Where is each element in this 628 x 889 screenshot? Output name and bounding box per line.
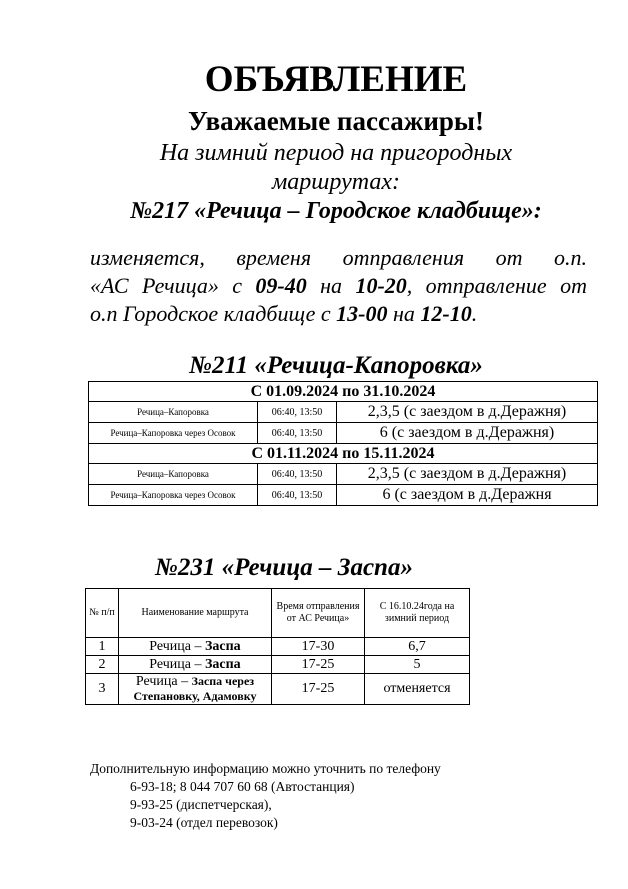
table-row bbox=[89, 402, 598, 423]
header-row bbox=[86, 589, 470, 638]
table-row bbox=[89, 485, 598, 506]
old-return: 13-00 bbox=[336, 301, 388, 326]
days: 6 (с заездом в д.Деражня bbox=[337, 485, 598, 506]
text: о.п Городское кладбище с bbox=[90, 301, 337, 326]
route-name: Речица–Капоровка bbox=[89, 464, 258, 485]
period-label: С 01.11.2024 по 15.11.2024 bbox=[89, 444, 598, 464]
intro-line: На зимний период на пригородных bbox=[159, 140, 513, 166]
text: Речица – bbox=[135, 674, 192, 689]
text: Речица – bbox=[149, 656, 206, 672]
old-departure: 09-40 bbox=[255, 273, 307, 298]
change-line: изменяется, временя отправления от о.п. bbox=[90, 245, 587, 270]
route-name: Речица–Капоровка bbox=[89, 402, 258, 423]
days: отменяется bbox=[365, 674, 470, 705]
column-header: Наименование маршрута bbox=[119, 589, 272, 638]
intro-line: маршрутах: bbox=[271, 169, 401, 195]
route-name: Речица–Капоровка через Осовок bbox=[89, 485, 258, 506]
new-return: 12-10 bbox=[420, 301, 472, 326]
phone-line: 9-93-25 (диспетчерская), bbox=[130, 797, 272, 812]
text: на bbox=[387, 301, 421, 326]
route-name bbox=[119, 638, 272, 656]
route-211-label: №211 «Речица-Капоровка» bbox=[189, 352, 483, 379]
row-number: 2 bbox=[86, 656, 119, 674]
text: , отправление от bbox=[406, 273, 587, 298]
table-row bbox=[89, 464, 598, 485]
route-211-schedule-table bbox=[88, 381, 598, 506]
table-row bbox=[89, 423, 598, 444]
new-departure: 10-20 bbox=[355, 273, 407, 298]
route-name bbox=[119, 656, 272, 674]
table-row bbox=[86, 656, 470, 674]
departure-time: 17-30 bbox=[272, 638, 365, 656]
route-231-schedule-table bbox=[85, 588, 470, 705]
change-line bbox=[90, 300, 587, 328]
route-231-heading bbox=[0, 554, 598, 582]
route-name bbox=[119, 674, 272, 705]
departure-times: 06:40, 13:50 bbox=[258, 423, 337, 444]
departure-time: 17-25 bbox=[272, 656, 365, 674]
period-row bbox=[89, 382, 598, 402]
phone-line: 9-03-24 (отдел перевозок) bbox=[130, 815, 278, 830]
phone-line: 6-93-18; 8 044 707 60 68 (Автостанция) bbox=[130, 779, 355, 794]
column-header: Время отправления от АС Речица» bbox=[272, 589, 365, 638]
greeting: Уважаемые пассажиры! bbox=[187, 106, 485, 136]
route-name: Речица–Капоровка через Осовок bbox=[89, 423, 258, 444]
route-217-heading bbox=[22, 198, 628, 225]
row-number: 3 bbox=[86, 674, 119, 705]
days: 2,3,5 (с заездом в д.Деражня) bbox=[337, 464, 598, 485]
text: Заспа через Степановку, Адамовку bbox=[133, 674, 257, 703]
days: 6 (с заездом в д.Деражня) bbox=[337, 423, 598, 444]
period-row bbox=[89, 444, 598, 464]
departure-times: 06:40, 13:50 bbox=[258, 485, 337, 506]
column-header: С 16.10.24года на зимний период bbox=[365, 589, 470, 638]
change-line bbox=[90, 272, 587, 300]
departure-times: 06:40, 13:50 bbox=[258, 464, 337, 485]
row-number: 1 bbox=[86, 638, 119, 656]
days: 5 bbox=[365, 656, 470, 674]
text: Речица – bbox=[149, 638, 206, 654]
text: Заспа bbox=[205, 656, 241, 672]
route-211-heading bbox=[22, 352, 628, 380]
contact-info bbox=[90, 760, 441, 832]
text: Заспа bbox=[205, 638, 241, 654]
table-row bbox=[86, 638, 470, 656]
text: . bbox=[471, 301, 478, 326]
text: «АС Речица» с bbox=[90, 273, 256, 298]
table-row bbox=[86, 674, 470, 705]
column-header: № п/п bbox=[86, 589, 119, 638]
period-label: С 01.09.2024 по 31.10.2024 bbox=[89, 382, 598, 402]
route-231-label: №231 «Речица – Заспа» bbox=[155, 554, 413, 581]
departure-time: 17-25 bbox=[272, 674, 365, 705]
days: 6,7 bbox=[365, 638, 470, 656]
route-217-change-text bbox=[90, 244, 587, 328]
text: на bbox=[306, 273, 356, 298]
route-217-label: №217 «Речица – Городское кладбище»: bbox=[130, 198, 542, 224]
announcement-title: ОБЪЯВЛЕНИЕ bbox=[204, 59, 468, 100]
days: 2,3,5 (с заездом в д.Деражня) bbox=[337, 402, 598, 423]
departure-times: 06:40, 13:50 bbox=[258, 402, 337, 423]
contact-intro: Дополнительную информацию можно уточнить по телефону bbox=[90, 761, 441, 776]
